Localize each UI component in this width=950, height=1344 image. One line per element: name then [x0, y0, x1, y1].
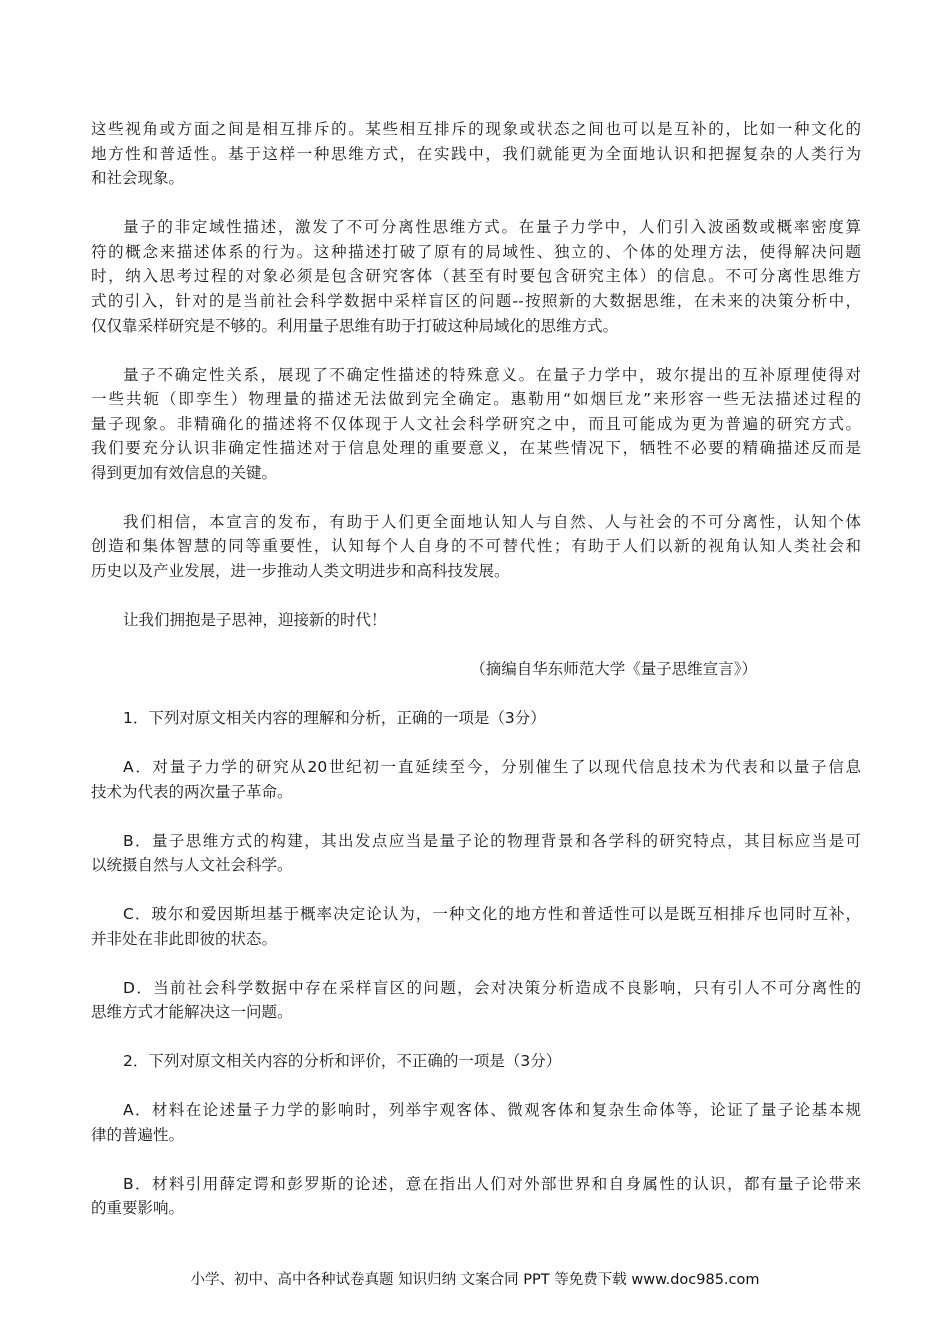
option-a	[91, 1098, 861, 1147]
text-line: 这些视角或方面之间是相互排斥的。某些相互排斥的现象或状态之间也可以是互补的，比如一种文化的	[91, 120, 861, 138]
text-line: 地方性和普适性。基于这样一种思维方式，在实践中，我们就能更为全面地认识和把握复杂的人类行为	[91, 144, 861, 163]
option-line: 并非处在非此即彼的状态。	[91, 929, 278, 948]
paragraph-5	[91, 608, 861, 633]
option-line: 以统摄自然与人文社会科学。	[91, 856, 293, 875]
option-line: D．当前社会科学数据中存在采样盲区的问题，会对决策分析造成不良影响，只有引人不可分离性的	[123, 978, 861, 997]
question-2	[91, 1049, 861, 1221]
paragraph-4	[91, 510, 861, 584]
page-footer: 小学、初中、高中各种试卷真题 知识归纳 文案合同 PPT 等免费下载 www.doc985.com	[190, 1272, 760, 1288]
paragraph-1	[91, 117, 861, 191]
option-line: B．量子思维方式的构建，其出发点应当是量子论的物理背景和各学科的研究特点，其目标应当是可	[123, 831, 861, 850]
document-body	[91, 117, 861, 1221]
option-c	[91, 902, 861, 951]
option-b	[91, 1172, 861, 1221]
text-line: 创造和集体智慧的同等重要性，认知每个人自身的不可替代性；有助于人们以新的视角认知人类社会和	[91, 537, 861, 556]
option-line: 的重要影响。	[91, 1199, 185, 1218]
option-line: A．材料在论述量子力学的影响时，列举宇观客体、微观客体和复杂生命体等，论证了量子论基本规	[123, 1101, 861, 1120]
source-line: （摘编自华东师范大学《量子思维宣言》）	[470, 660, 757, 679]
text-line: 历史以及产业发展，进一步推动人类文明进步和高科技发展。	[91, 562, 510, 581]
option-line: A．对量子力学的研究从20世纪初一直延续至今，分别催生了以现代信息技术为代表和以量子信息	[123, 758, 861, 777]
text-line: 让我们拥抱是子思神，迎接新的时代！	[123, 611, 387, 630]
text-line: 一些共轭（即孪生）物理量的描述无法做到完全确定。惠勒用“如烟巨龙”来形容一些无法描述过程的	[91, 390, 861, 409]
text-line: 得到更加有效信息的关键。	[91, 463, 278, 482]
question-stem: 1．下列对原文相关内容的理解和分析，正确的一项是（3分）	[123, 709, 546, 728]
option-d	[91, 976, 861, 1025]
text-line: 仅仅靠采样研究是不够的。利用量子思维有助于打破这种局域化的思维方式。	[91, 316, 619, 335]
option-line: B．材料引用薛定谔和彭罗斯的论述，意在指出人们对外部世界和自身属性的认识，都有量子论带来	[123, 1174, 861, 1193]
text-line: 符的概念来描述体系的行为。这种描述打破了原有的局域性、独立的、个体的处理方法，使得解决问题	[91, 242, 861, 261]
text-line: 量子不确定性关系，展现了不确定性描述的特殊意义。在量子力学中，玻尔提出的互补原理使得对	[123, 365, 861, 384]
text-line: 量子现象。非精确化的描述将不仅体现于人文社会科学研究之中，而且可能成为更为普遍的研究方式。	[91, 414, 861, 433]
paragraph-3	[91, 363, 861, 486]
text-line: 量子的非定域性描述，激发了不可分离性思维方式。在量子力学中，人们引入波函数或概率密度算	[123, 218, 861, 237]
text-line: 我们相信，本宣言的发布，有助于人们更全面地认知人与自然、人与社会的不可分离性，认知个体	[123, 512, 861, 531]
source-attribution	[91, 657, 861, 682]
option-line: 律的普遍性。	[91, 1125, 185, 1144]
option-a	[91, 755, 861, 804]
question-stem: 2．下列对原文相关内容的分析和评价，不正确的一项是（3分）	[123, 1052, 562, 1071]
text-line: 式的引入，针对的是当前社会科学数据中采样盲区的问题--按照新的大数据思维，在未来的决策分析中，	[91, 291, 861, 310]
option-line: C．玻尔和爱因斯坦基于概率决定论认为，一种文化的地方性和普适性可以是既互相排斥也同时互补，	[123, 905, 861, 924]
option-line: 思维方式才能解决这一问题。	[91, 1003, 293, 1022]
option-b	[91, 829, 861, 878]
text-line: 时，纳入思考过程的对象必须是包含研究客体（甚至有时要包含研究主体）的信息。不可分离性思维方	[91, 267, 861, 286]
paragraph-2	[91, 215, 861, 338]
question-1	[91, 706, 861, 1025]
option-line: 技术为代表的两次量子革命。	[91, 782, 293, 801]
text-line: 我们要充分认识非确定性描述对于信息处理的重要意义，在某些情况下，牺牲不必要的精确描述反而是	[91, 439, 861, 458]
text-line: 和社会现象。	[91, 169, 185, 188]
